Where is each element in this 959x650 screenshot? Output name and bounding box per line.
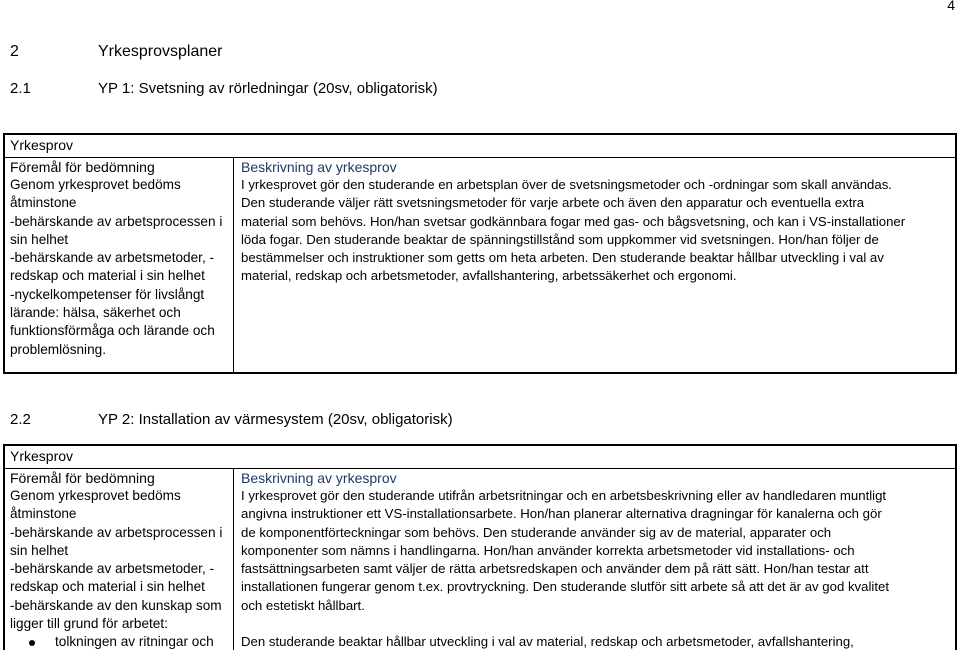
criteria-line: redskap och material i sin helhet: [10, 579, 205, 595]
column-divider: [233, 157, 234, 372]
yrkesprov-table-2: [3, 444, 957, 650]
assessment-criteria-cell: [10, 176, 228, 359]
description-line: Den studerande väljer rätt svetsningsmetoder för varje arbete och även den apparatur och eventuella extra: [241, 195, 865, 211]
description-cell: [241, 176, 953, 286]
left-column-header: Föremål för bedömning: [10, 470, 155, 486]
subsection-number: 2.1: [10, 80, 31, 97]
description-line: de komponentförteckningar som behövs. Den studerande använder sig av de material, apparater och: [241, 524, 832, 540]
description-line: angivna instruktioner ett VS-installationsarbete. Hon/han planerar alternativa dragningar för kanalerna och gör: [241, 506, 882, 522]
criteria-line: ligger till grund för arbetet:: [10, 616, 168, 632]
description-line: material, redskap och arbetsmetoder, avfallshantering, arbetssäkerhet och ergonomi.: [241, 268, 737, 284]
description-line: Den studerande beaktar hållbar utveckling i val av material, redskap och arbetsmetoder, avfallshantering,: [241, 634, 854, 650]
bullet-text: tolkningen av ritningar och: [55, 634, 214, 650]
criteria-line: -behärskande av arbetsmetoder, -: [10, 250, 215, 266]
criteria-line: -behärskande av arbetsprocessen i: [10, 213, 223, 229]
criteria-line: redskap och material i sin helhet: [10, 268, 205, 284]
table-top-label: Yrkesprov: [10, 448, 74, 464]
description-line: bestämmelser och instruktioner som getts om heta arbeten. Den studerande beaktar hållbar utveckling i val av: [241, 250, 884, 266]
description-line: fastsättningsarbeten samt väljer de rätta arbetsredskapen och använder dem på rätt sätt. Hon/han testar att: [241, 561, 869, 577]
criteria-line: -behärskande av arbetsmetoder, -: [10, 561, 215, 577]
subsection-heading-1: [10, 80, 438, 97]
description-cell: [241, 487, 953, 650]
subsection-number: 2.2: [10, 411, 31, 428]
criteria-line: sin helhet: [10, 231, 69, 247]
description-line: I yrkesprovet gör den studerande en arbetsplan över de svetsningsmetoder och -ordningar som skall användas.: [241, 177, 892, 192]
page-number: 4: [947, 0, 955, 13]
column-divider: [233, 468, 234, 650]
subsection-title: YP 2: Installation av värmesystem (20sv, obligatorisk): [98, 411, 453, 428]
subsection-heading-2: [10, 411, 453, 428]
criteria-line: åtminstone: [10, 506, 77, 522]
description-line: I yrkesprovet gör den studerande utifrån arbetsritningar och en arbetsbeskrivning eller av handledaren muntligt: [241, 488, 887, 503]
table-header-row: [5, 468, 955, 487]
table-header-row: [5, 157, 955, 176]
criteria-line: Genom yrkesprovet bedöms: [10, 177, 181, 192]
description-line: installationen fungerar genom t.ex. provtryckning. Den studerande slutför sitt arbete så att det är av god kvalitet: [241, 579, 890, 595]
section-title: Yrkesprovsplaner: [98, 43, 223, 60]
criteria-bullet-item: [10, 633, 228, 650]
yrkesprov-table-1: [3, 133, 957, 374]
paragraph-gap: [241, 615, 953, 633]
description-line: och estetiskt hållbart.: [241, 597, 365, 613]
bullet-icon: [29, 640, 35, 646]
right-column-header: Beskrivning av yrkesprov: [241, 470, 397, 486]
right-column-header: Beskrivning av yrkesprov: [241, 159, 397, 175]
criteria-line: -nyckelkompetenser för livslångt: [10, 286, 205, 302]
description-line: komponenter som nämns i handlingarna. Hon/han använder korrekta arbetsmetoder vid installations- och: [241, 542, 855, 558]
criteria-line: Genom yrkesprovet bedöms: [10, 488, 181, 503]
description-line: löda fogar. Den studerande beaktar de spänningstillstånd som uppkommer vid svetsningen. Hon/han följer de: [241, 231, 879, 247]
left-column-header: Föremål för bedömning: [10, 159, 155, 175]
description-line: material som behövs. Hon/han svetsar godkännbara fogar med gas- och bågsvetsning, och kan i VS-installationer: [241, 213, 906, 229]
criteria-line: åtminstone: [10, 195, 77, 211]
criteria-line: lärande: hälsa, säkerhet och: [10, 305, 181, 321]
section-heading: [10, 43, 223, 61]
criteria-line: problemlösning.: [10, 341, 106, 357]
subsection-title: YP 1: Svetsning av rörledningar (20sv, obligatorisk): [98, 80, 438, 97]
section-number: 2: [10, 43, 19, 60]
assessment-criteria-cell: [10, 487, 228, 650]
criteria-line: -behärskande av arbetsprocessen i: [10, 524, 223, 540]
table-top-label: Yrkesprov: [10, 137, 74, 153]
criteria-line: -behärskande av den kunskap som: [10, 597, 222, 613]
criteria-line: funktionsförmåga och lärande och: [10, 323, 215, 339]
criteria-line: sin helhet: [10, 542, 69, 558]
